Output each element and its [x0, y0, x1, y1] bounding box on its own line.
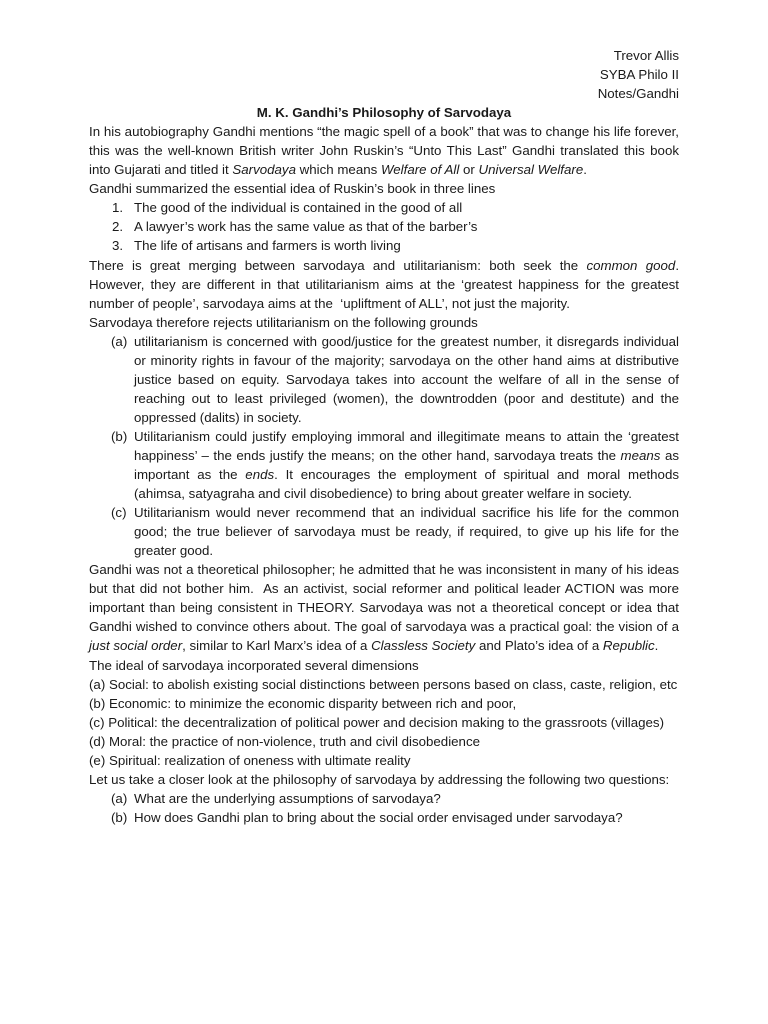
ground-b: (b) Utilitarianism could justify employing immoral and illegitimate means to attain the ‘greatest happiness’ – the ends justify the means; on the other hand, sarvodaya treats the means as important as the ends. It encourages the employment of spiritual and moral methods (ahimsa, satyagraha and civil disobedience) to bring about greater welfare in society. [111, 428, 679, 502]
theory-paragraph: Gandhi was not a theoretical philosopher; he admitted that he was inconsistent in many of his ideas but that did not bother him. As an activist, social reformer and political leader ACTION was more important than being consistent in THEORY. Sarvodaya was not a theoretical concept or idea that Gandhi wished to convince others about. The goal of sarvodaya was a practical goal: the vision of a just social order, similar to Karl Marx’s idea of a Classless Society and Plato’s idea of a Republic. [89, 562, 683, 654]
question-b: (b) How does Gandhi plan to bring about the social order envisaged under sarvodaya? [111, 809, 623, 825]
list-item: 1. The good of the individual is contained in the good of all [112, 200, 463, 216]
author-name: Trevor Allis [613, 48, 679, 63]
closer-look-paragraph: Let us take a closer look at the philosophy of sarvodaya by addressing the following two questions: [89, 771, 670, 787]
merging-paragraph: There is great merging between sarvodaya and utilitarianism: both seek the common good. However, they are different in that utilitarianism aims at the ‘greatest happiness for the greatest number of people’, sarvodaya aims at the ‘upliftment of ALL’, not just the majority. [89, 257, 683, 311]
dimensions-intro: The ideal of sarvodaya incorporated several dimensions [89, 657, 419, 673]
summary-line: Gandhi summarized the essential idea of Ruskin’s book in three lines [89, 181, 496, 197]
dimension-economic: (b) Economic: to minimize the economic disparity between rich and poor, [89, 695, 517, 711]
intro-paragraph: In his autobiography Gandhi mentions “the magic spell of a book” that was to change his life forever, this was the well-known British writer John Ruskin’s “Unto This Last” Gandhi translated this book into Gujarati and titled it Sarvodaya which means Welfare of All or Universal Welfare. [89, 124, 683, 178]
document-title: M. K. Gandhi’s Philosophy of Sarvodaya [256, 105, 512, 121]
dimension-social: (a) Social: to abolish existing social distinctions between persons based on class, caste, religion, etc [89, 676, 678, 692]
course-label: SYBA Philo II [599, 67, 679, 83]
list-item: 2. A lawyer’s work has the same value as that of the barber’s [112, 219, 478, 235]
rejects-line: Sarvodaya therefore rejects utilitarianism on the following grounds [89, 314, 478, 330]
dimension-political: (c) Political: the decentralization of political power and decision making to the grassroots (villages) [89, 714, 664, 730]
ruskin-lines-list [89, 198, 679, 255]
question-a: (a) What are the underlying assumptions of sarvodaya? [111, 790, 441, 806]
dimension-moral: (d) Moral: the practice of non-violence, truth and civil disobedience [89, 733, 480, 749]
ground-a: (a) utilitarianism is concerned with good/justice for the greatest number, it disregards individual or minority rights in favour of the majority; sarvodaya on the other hand aims at distributive justice based on equity. Sarvodaya takes into account the welfare of all in the sense of reaching out to least privileged (women), the downtrodden (poor and destitute) and the oppressed (dalits) in society. [111, 333, 679, 425]
document-page [89, 46, 683, 827]
notes-label: Notes/Gandhi [597, 86, 679, 102]
dimension-spiritual: (e) Spiritual: realization of oneness with ultimate reality [89, 752, 411, 768]
ground-c: (c) Utilitarianism would never recommend that an individual sacrifice his life for the common good; the true believer of sarvodaya must be ready, if required, to give up his life for the greater good. [111, 505, 679, 559]
list-item: 3. The life of artisans and farmers is worth living [112, 238, 401, 254]
grounds-list [89, 332, 679, 561]
questions-list [89, 789, 679, 827]
